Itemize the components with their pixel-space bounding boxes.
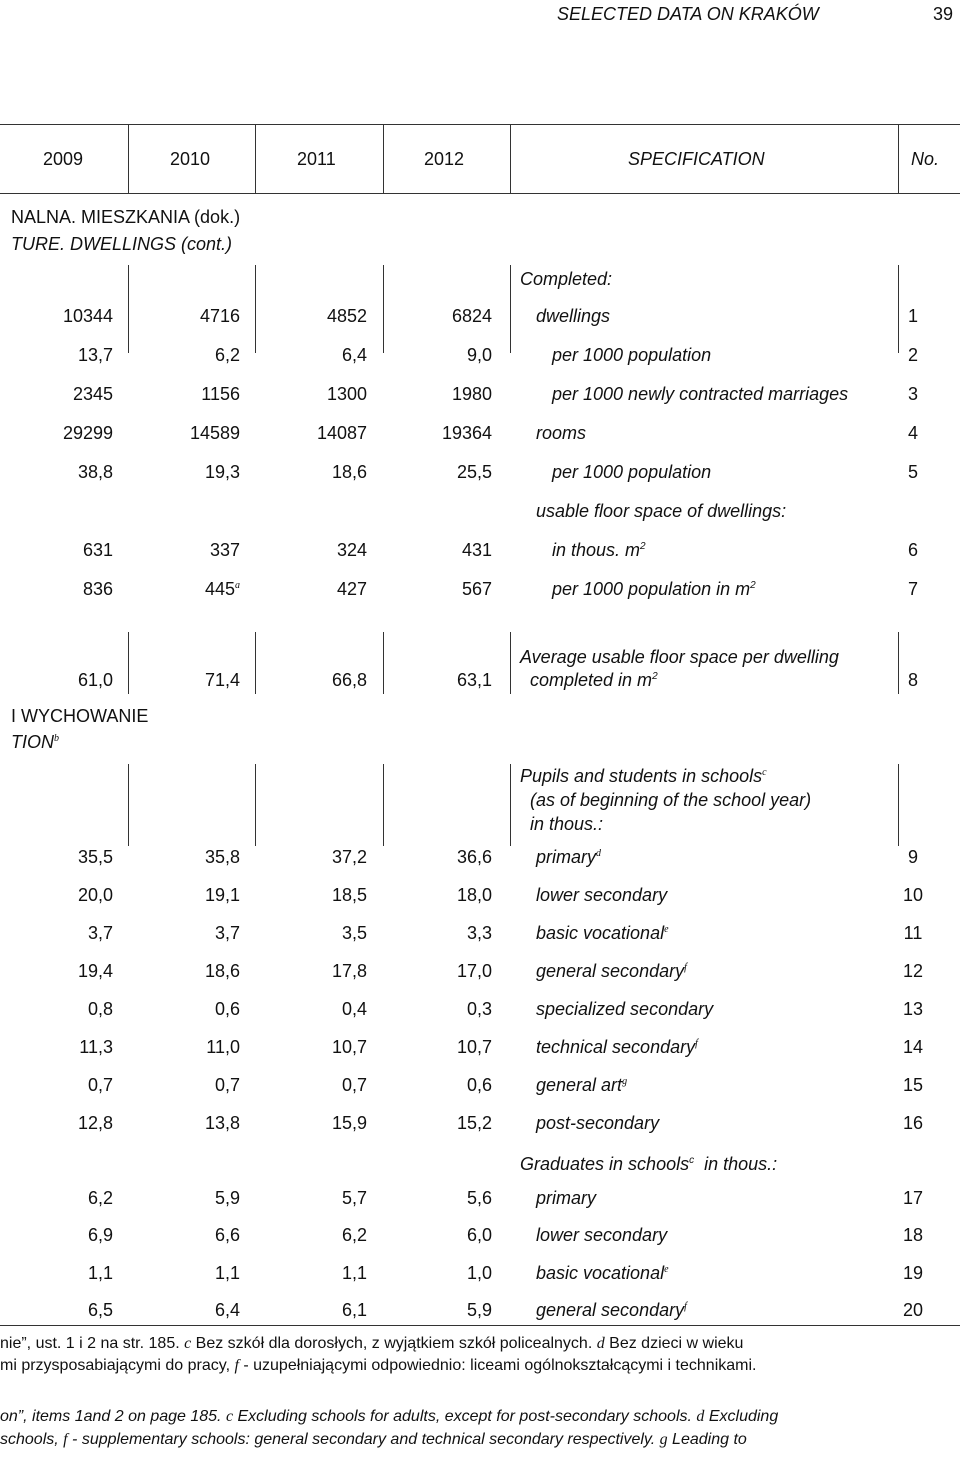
graduates-heading (520, 1154, 777, 1175)
cell-value: 29299 (62, 423, 113, 443)
cell-value: 19364 (441, 423, 492, 443)
row-number: 7 (907, 579, 918, 599)
cell-value: 1,1 (214, 1263, 240, 1283)
footnote-text: on”, items 1and 2 on page 185. (0, 1408, 226, 1425)
cell-value: 61,0 (77, 670, 113, 690)
footnote-text: - supplementary schools: general secondary and technical secondary respectively. (67, 1431, 660, 1448)
row-spec (552, 579, 756, 600)
cell-value: 337 (209, 540, 240, 560)
cell-value: 38,8 (77, 462, 113, 482)
col-no: No. (911, 149, 940, 169)
row-number: 13 (902, 999, 924, 1019)
cell-value: 836 (82, 579, 113, 599)
cell-value: 0,7 (341, 1075, 367, 1095)
cell-value: 20,0 (77, 885, 113, 905)
cell-value: 4716 (199, 306, 240, 326)
row-spec-text: general art (536, 1075, 623, 1095)
footnote-marker: f (684, 962, 687, 973)
cell-value: 1,1 (87, 1263, 113, 1283)
cell-value: 6,2 (214, 345, 240, 365)
row-spec (536, 923, 669, 944)
cell-value: 2345 (72, 384, 113, 404)
cell-value: 0,7 (87, 1075, 113, 1095)
cell-value: 15,9 (331, 1113, 367, 1133)
row-number: 6 (907, 540, 918, 560)
cell-value: 5,9 (466, 1300, 492, 1320)
cell-value: 18,6 (204, 961, 240, 981)
row-spec: dwellings (536, 306, 611, 326)
footnote-text: Bez szkół dla dorosłych, z wyjątkiem szkół policealnych. (191, 1335, 597, 1352)
cell-value: 13,7 (77, 345, 113, 365)
footnote-marker: f (684, 1301, 687, 1312)
cell-value: 431 (461, 540, 492, 560)
cell-value: 1,0 (466, 1263, 492, 1283)
row-spec-text: in thous. m (552, 540, 641, 560)
cell-value: 6,6 (214, 1225, 240, 1245)
cell-value-text: 445 (204, 579, 235, 599)
row-number: 4 (907, 423, 918, 443)
cell-value: 1980 (451, 384, 492, 404)
col-divider (383, 124, 384, 193)
col-year-2010: 2010 (170, 149, 211, 169)
row-number: 3 (907, 384, 918, 404)
row-spec: per 1000 newly contracted marriages (552, 384, 849, 404)
footnote-marker: c (225, 1408, 234, 1425)
completed-label: Completed: (520, 269, 613, 289)
footnote-marker: a (235, 580, 240, 591)
cell-value: 15,2 (456, 1113, 492, 1133)
cell-value: 10,7 (456, 1037, 492, 1057)
cell-value: 0,8 (87, 999, 113, 1019)
section-title-pl: I WYCHOWANIE (11, 706, 149, 726)
cell-value: 5,7 (341, 1188, 367, 1208)
footnote-marker: f (695, 1038, 698, 1049)
cell-value: 1,1 (341, 1263, 367, 1283)
col-year-2011: 2011 (297, 149, 336, 169)
cell-value: 3,7 (87, 923, 113, 943)
cell-value: 11,0 (206, 1037, 240, 1057)
section-title-pl: NALNA. MIESZKANIA (dok.) (11, 207, 241, 227)
footnote-text: Excluding schools for adults, except for post-secondary schools. (233, 1408, 697, 1425)
col-year-2009: 2009 (43, 149, 84, 169)
row-spec: per 1000 population (552, 345, 712, 365)
row-spec-text: basic vocational (536, 1263, 665, 1283)
row-number: 10 (902, 885, 924, 905)
cell-value: 324 (336, 540, 367, 560)
row-number: 1 (907, 306, 918, 326)
cell-value: 0,6 (214, 999, 240, 1019)
cell-value: 4852 (326, 306, 367, 326)
footnote-text: nie”, ust. 1 i 2 na str. 185. (0, 1335, 185, 1352)
col-divider (898, 764, 899, 846)
col-divider (128, 265, 129, 353)
row-spec-text: completed in m (530, 670, 653, 690)
cell-value: 1300 (326, 384, 367, 404)
row-spec: post-secondary (536, 1113, 660, 1133)
col-divider (510, 632, 511, 694)
cell-value: 567 (461, 579, 492, 599)
col-divider (898, 124, 899, 193)
footnote-en-line1 (0, 1408, 778, 1426)
table-header-rule (0, 193, 960, 194)
row-spec-text: general secondary (536, 1300, 685, 1320)
row-spec: Average usable floor space per dwelling (520, 647, 839, 667)
row-spec-text: per 1000 population in m (552, 579, 751, 599)
col-divider (255, 632, 256, 694)
cell-value: 5,6 (466, 1188, 492, 1208)
row-spec-text: general secondary (536, 961, 685, 981)
row-spec: lower secondary (536, 1225, 668, 1245)
row-spec: per 1000 population (552, 462, 712, 482)
col-divider (383, 632, 384, 694)
row-number: 11 (903, 923, 923, 943)
row-number: 20 (902, 1300, 924, 1320)
col-divider (128, 124, 129, 193)
cell-value: 6,9 (87, 1225, 113, 1245)
superscript: c (689, 1155, 695, 1166)
footnote-marker: d (696, 1408, 705, 1425)
cell-value: 6,4 (341, 345, 367, 365)
row-spec (536, 1263, 669, 1284)
usable-floor-label: usable floor space of dwellings: (536, 501, 787, 521)
footnote-marker: c (184, 1335, 192, 1352)
cell-value: 37,2 (331, 847, 367, 867)
running-header-title: SELECTED DATA ON KRAKÓW (557, 4, 819, 24)
cell-value: 18,5 (331, 885, 367, 905)
row-spec: primary (536, 1188, 597, 1208)
cell-value: 6,4 (214, 1300, 240, 1320)
row-number: 2 (907, 345, 918, 365)
row-spec (536, 961, 687, 982)
pupils-heading-text: Pupils and students in schools (520, 766, 763, 786)
cell-value: 631 (82, 540, 113, 560)
col-divider (383, 764, 384, 846)
row-spec: specialized secondary (536, 999, 714, 1019)
cell-value: 19,1 (204, 885, 240, 905)
footnote-marker: g (659, 1431, 668, 1448)
col-divider (255, 124, 256, 193)
cell-value (150, 579, 240, 600)
col-divider (255, 764, 256, 846)
col-divider (128, 632, 129, 694)
footnote-marker: b (54, 733, 59, 744)
table-bottom-rule (0, 1325, 960, 1326)
footnote-pl-line2 (0, 1357, 756, 1375)
footnote-marker: f (234, 1357, 239, 1374)
cell-value: 18,0 (456, 885, 492, 905)
cell-value: 6,5 (87, 1300, 113, 1320)
row-spec (536, 1300, 687, 1321)
cell-value: 3,7 (214, 923, 240, 943)
col-year-2012: 2012 (424, 149, 465, 169)
row-number: 15 (902, 1075, 924, 1095)
row-number: 18 (902, 1225, 924, 1245)
cell-value: 6824 (451, 306, 492, 326)
row-spec: rooms (536, 423, 587, 443)
footnote-text: - uzupełniającymi odpowiednio: liceami ogólnokształcącymi i technikami. (238, 1357, 757, 1374)
cell-value: 10344 (62, 306, 113, 326)
row-spec-text: basic vocational (536, 923, 665, 943)
cell-value: 6,2 (87, 1188, 113, 1208)
row-spec-text: technical secondary (536, 1037, 696, 1057)
row-number: 17 (902, 1188, 924, 1208)
row-spec (536, 847, 601, 868)
pupils-heading (520, 766, 767, 787)
cell-value: 9,0 (466, 345, 492, 365)
section-title-en-text: TION (11, 732, 54, 752)
cell-value: 71,4 (204, 670, 240, 690)
cell-value: 11,3 (79, 1037, 113, 1057)
col-divider (510, 124, 511, 193)
row-number: 16 (902, 1113, 924, 1133)
footnote-marker: d (596, 848, 602, 859)
cell-value: 5,9 (214, 1188, 240, 1208)
graduates-heading-text: Graduates in schools (520, 1154, 690, 1174)
row-number: 19 (902, 1263, 924, 1283)
cell-value: 3,3 (466, 923, 492, 943)
row-spec: lower secondary (536, 885, 668, 905)
col-divider (510, 265, 511, 353)
section-title-en (11, 732, 59, 753)
cell-value: 3,5 (341, 923, 367, 943)
cell-value: 427 (336, 579, 367, 599)
cell-value: 66,8 (331, 670, 367, 690)
page-number: 39 (933, 4, 954, 24)
cell-value: 6,0 (466, 1225, 492, 1245)
cell-value: 0,4 (341, 999, 367, 1019)
footnote-marker: f (63, 1431, 68, 1448)
col-divider (128, 764, 129, 846)
cell-value: 19,4 (77, 961, 113, 981)
footnote-pl-line1 (0, 1335, 743, 1353)
cell-value: 18,6 (331, 462, 367, 482)
cell-value: 63,1 (456, 670, 492, 690)
cell-value: 0,7 (214, 1075, 240, 1095)
footnote-marker: e (664, 1264, 669, 1275)
cell-value: 36,6 (456, 847, 492, 867)
row-spec (536, 1075, 627, 1096)
row-number: 8 (907, 670, 918, 690)
row-spec-text: primary (536, 847, 597, 867)
row-spec (536, 1037, 698, 1058)
row-number: 9 (907, 847, 918, 867)
row-spec (530, 670, 658, 691)
footnote-marker: g (622, 1076, 628, 1087)
cell-value: 14087 (316, 423, 367, 443)
footnote-marker: e (664, 924, 669, 935)
table-top-rule (0, 124, 960, 125)
footnote-marker: d (596, 1335, 605, 1352)
cell-value: 17,8 (331, 961, 367, 981)
col-divider (383, 265, 384, 353)
graduates-unit: in thous.: (704, 1154, 778, 1174)
footnote-text: Leading to (667, 1431, 747, 1448)
section-title-en: TURE. DWELLINGS (cont.) (11, 234, 233, 254)
cell-value: 10,7 (331, 1037, 367, 1057)
cell-value: 0,6 (466, 1075, 492, 1095)
row-number: 14 (902, 1037, 924, 1057)
footnote-en-line2 (0, 1431, 747, 1449)
cell-value: 25,5 (456, 462, 492, 482)
row-number: 12 (902, 961, 924, 981)
cell-value: 0,3 (466, 999, 492, 1019)
footnote-marker: c (762, 767, 767, 778)
superscript: 2 (652, 671, 658, 682)
superscript: 2 (640, 541, 646, 552)
cell-value: 12,8 (77, 1113, 113, 1133)
row-number: 5 (907, 462, 918, 482)
cell-value: 14589 (189, 423, 240, 443)
footnote-text: schools, (0, 1431, 64, 1448)
cell-value: 35,8 (204, 847, 240, 867)
cell-value: 6,2 (341, 1225, 367, 1245)
cell-value: 6,1 (341, 1300, 367, 1320)
footnote-text: Excluding (704, 1408, 779, 1425)
cell-value: 19,3 (204, 462, 240, 482)
cell-value: 17,0 (456, 961, 492, 981)
superscript: 2 (750, 580, 756, 591)
cell-value: 1156 (201, 384, 240, 404)
col-divider (255, 265, 256, 353)
cell-value: 35,5 (77, 847, 113, 867)
cell-value: 13,8 (204, 1113, 240, 1133)
row-spec (552, 540, 646, 561)
col-divider (510, 764, 511, 846)
col-specification: SPECIFICATION (628, 149, 765, 169)
pupils-subheading: (as of beginning of the school year) (530, 790, 812, 810)
footnote-text: mi przysposabiającymi do pracy, (0, 1357, 235, 1374)
footnote-text: Bez dzieci w wieku (604, 1335, 744, 1352)
pupils-unit: in thous.: (530, 814, 604, 834)
